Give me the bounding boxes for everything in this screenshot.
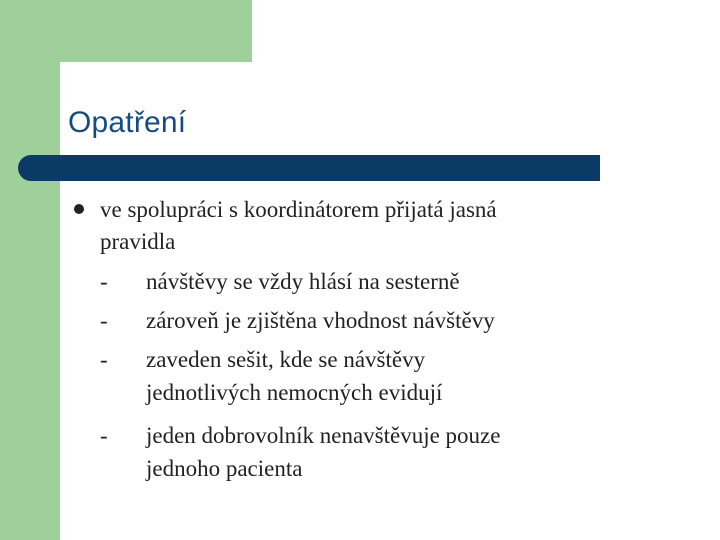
- bullet-text-line-2: pravidla: [100, 229, 176, 254]
- dash-marker: -: [100, 423, 108, 448]
- subitem-text: jednotlivých nemocných evidují: [146, 380, 443, 405]
- dash-marker: -: [100, 269, 108, 294]
- subitem-text: zároveň je zjištěna vhodnost návštěvy: [146, 308, 495, 333]
- subitem-text: jednoho pacienta: [146, 456, 303, 481]
- bullet-text-line-1: ve spolupráci s koordinátorem přijatá jasná: [100, 197, 497, 222]
- subitem-text: návštěvy se vždy hlásí na sesterně: [146, 269, 460, 294]
- subitem-text: jeden dobrovolník nenavštěvuje pouze: [146, 423, 501, 448]
- dash-marker: -: [100, 308, 108, 333]
- subitem-text: zaveden sešit, kde se návštěvy: [146, 347, 426, 372]
- dash-marker: -: [100, 347, 108, 372]
- slide-title: Opatření: [68, 106, 187, 139]
- bullet-dot-icon: [74, 204, 84, 214]
